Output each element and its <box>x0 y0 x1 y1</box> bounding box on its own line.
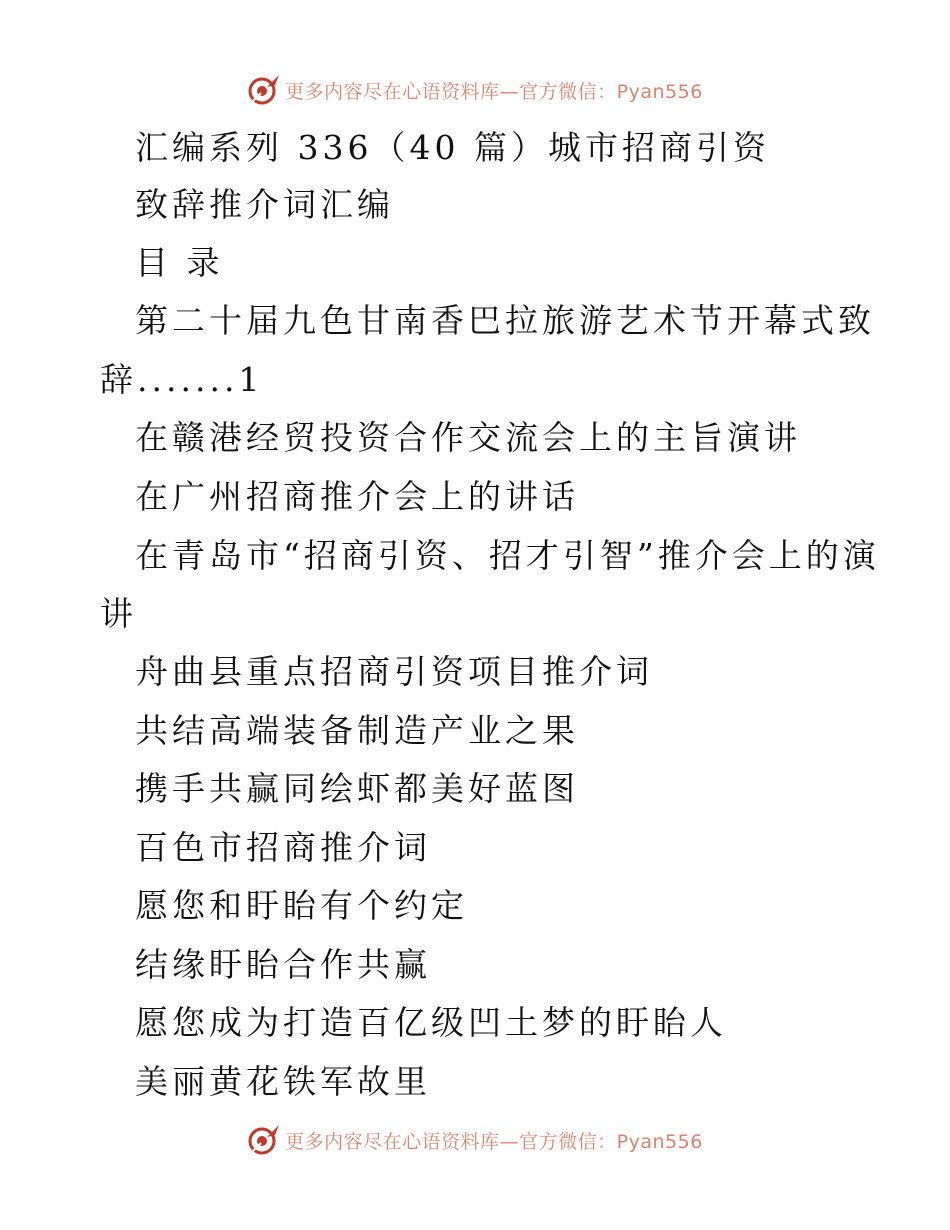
document-title-line-1: 汇编系列 336（40 篇）城市招商引资 <box>135 128 770 167</box>
watermark-text: 更多内容尽在心语资料库—官方微信：Pyan556 <box>285 80 703 103</box>
toc-heading: 目 录 <box>135 243 224 282</box>
toc-item: 愿您成为打造百亿级凹土梦的盱眙人 <box>135 1003 727 1042</box>
document-title-line-2: 致辞推介词汇编 <box>135 185 394 224</box>
toc-item: 共结高端装备制造产业之果 <box>135 711 579 750</box>
toc-item: 在广州招商推介会上的讲话 <box>135 477 579 516</box>
toc-item: 舟曲县重点招商引资项目推介词 <box>135 652 653 691</box>
toc-item: 携手共赢同绘虾都美好蓝图 <box>135 769 579 808</box>
watermark-text: 更多内容尽在心语资料库—官方微信：Pyan556 <box>285 1130 703 1153</box>
toc-item: 结缘盱眙合作共赢 <box>135 945 431 984</box>
toc-item: 美丽黄花铁军故里 <box>135 1062 431 1101</box>
toc-item-continuation: 讲 <box>100 594 137 633</box>
header-watermark <box>0 72 950 108</box>
toc-item: 在青岛市“招商引资、招才引智”推介会上的演 <box>135 536 880 575</box>
footer-watermark <box>0 1122 950 1158</box>
toc-item: 百色市招商推介词 <box>135 828 431 867</box>
toc-item-continuation: 辞.......1 <box>100 360 264 399</box>
quill-logo-icon <box>247 73 281 107</box>
toc-item: 在赣港经贸投资合作交流会上的主旨演讲 <box>135 418 801 457</box>
toc-item: 第二十届九色甘南香巴拉旅游艺术节开幕式致 <box>135 301 875 340</box>
quill-logo-icon <box>247 1123 281 1157</box>
toc-item: 愿您和盱眙有个约定 <box>135 886 468 925</box>
